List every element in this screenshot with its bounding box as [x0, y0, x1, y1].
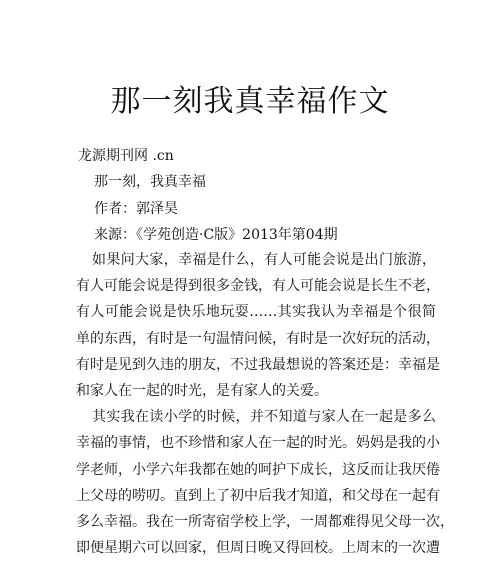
- paragraph-line: 学老师，小学六年我都在她的呵护下成长，这反而让我厌倦: [76, 461, 440, 478]
- paragraph-line: 上父母的唠叨。直到上了初中后我才知道，和父母在一起有: [76, 487, 440, 504]
- paragraph-line: 有时是见到久违的朋友，不过我最想说的答案还是：幸福是: [76, 356, 440, 373]
- paragraph-2: [76, 404, 454, 561]
- paragraph-line: 有人可能会说是快乐地玩耍……其实我认为幸福是个很简: [76, 304, 436, 321]
- paragraph-line: 其实我在读小学的时候，并不知道与家人在一起是多么: [92, 409, 436, 426]
- article-title: 那一刻，我真幸福: [94, 174, 206, 190]
- paragraph-line: 幸福的事情，也不珍惜和家人在一起的时光。妈妈是我的小: [76, 435, 440, 452]
- paragraph-line: 和家人在一起的时光，是有家人的关爱。: [76, 382, 328, 399]
- paragraph-line: 多么幸福。我在一所寄宿学校上学，一周都难得见父母一次，: [76, 513, 454, 530]
- source-website: 龙源期刊网 .cn: [78, 148, 174, 164]
- document-title: 那一刻我真幸福作文: [110, 84, 390, 119]
- paragraph-1: [76, 247, 440, 404]
- author-line: 作者：郭泽昊: [94, 201, 178, 217]
- paragraph-line: 单的东西，有时是一句温情问候，有时是一次好玩的活动，: [76, 330, 440, 347]
- paragraph-line: 如果问大家，幸福是什么，有人可能会说是出门旅游，: [92, 252, 436, 268]
- article-body: [76, 247, 454, 561]
- paragraph-line: 有人可能会说是得到很多金钱，有人可能会说是长生不老，: [76, 278, 440, 295]
- publication-source: 来源：《学苑创造·C版》2013年第04期: [94, 227, 338, 243]
- paragraph-line: 即便星期六可以回家，但周日晚又得回校。上周末的一次遭: [76, 540, 440, 557]
